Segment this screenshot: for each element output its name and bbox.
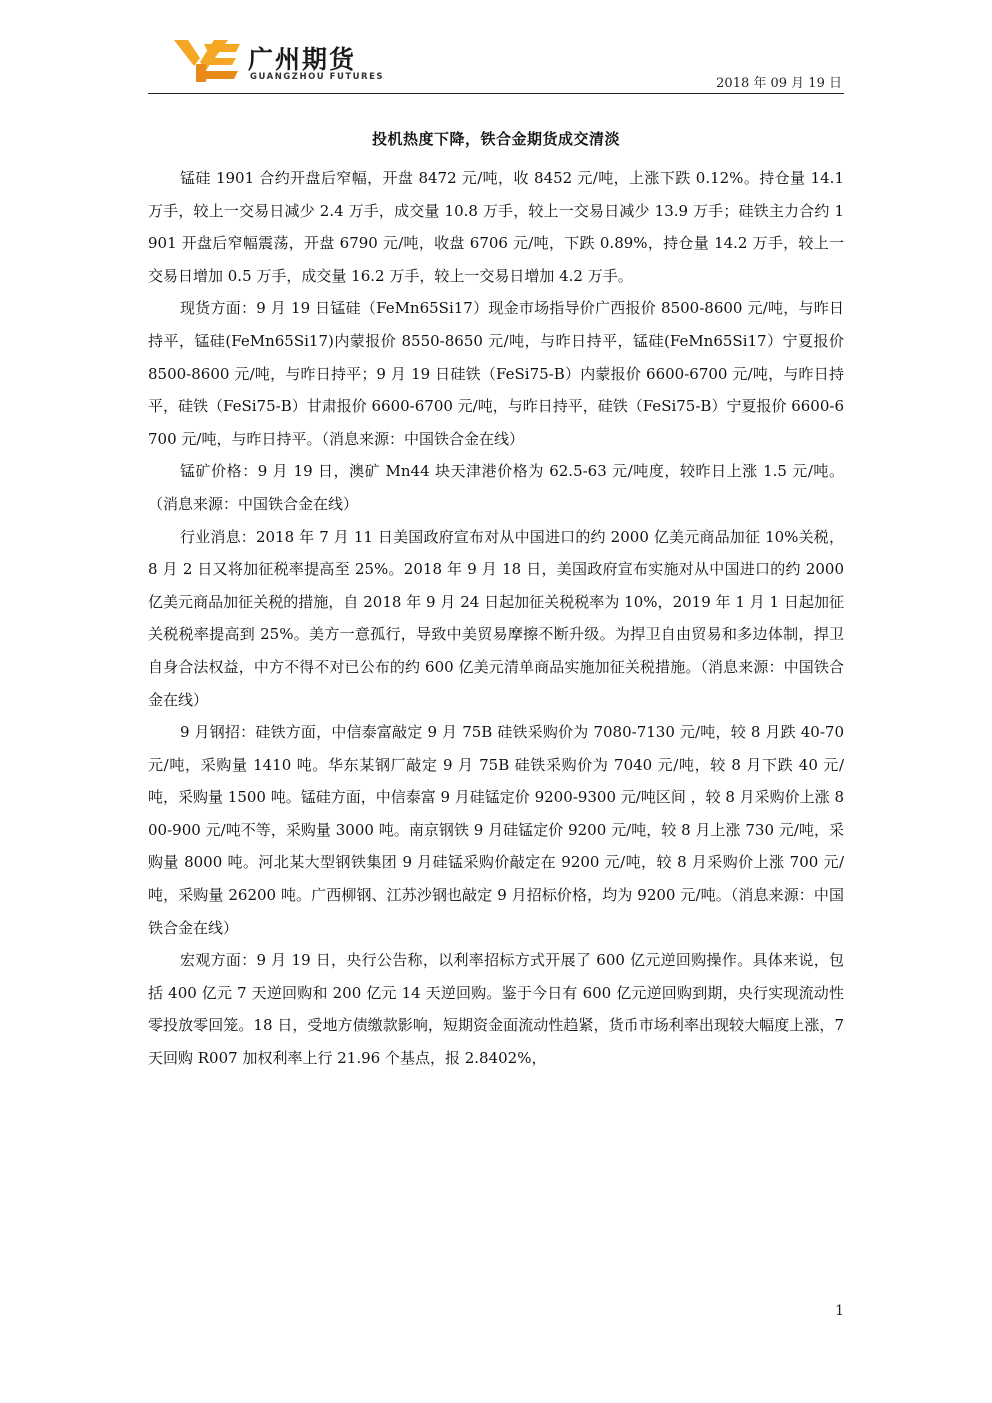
document-title: 投机热度下降，铁合金期货成交清淡 bbox=[371, 130, 620, 148]
paragraph-market-summary: 锰硅 1901 合约开盘后窄幅，开盘 8472 元/吨，收 8452 元/吨，上涨下跌 0.12%。持仓量 14.1 万手，较上一交易日减少 2.4 万手，成交量 10.8 万手，较上一交易日减少 13.9 万手；硅铁主力合约 1901 开盘后窄幅震荡，开盘 6790 元/吨，收盘 6706 元/吨，下跌 0.89%，持仓量 14.2 万手，较上一交易日增加 0.5 万手，成交量 16.2 万手，较上一交易日增加 4.2 万手。 bbox=[148, 169, 844, 285]
logo-english-name: GUANGZHOU FUTURES bbox=[250, 72, 385, 82]
paragraph-macro: 宏观方面：9 月 19 日，央行公告称，以利率招标方式开展了 600 亿元逆回购操作。具体来说，包括 400 亿元 7 天逆回购和 200 亿元 14 天逆回购。鉴于今日有 600 亿元逆回购到期，央行实现流动性零投放零回笼。18 日，受地方债缴款影响，短期资金面流动性趋紧，货币市场利率出现较大幅度上涨，7 天回购 R007 加权利率上行 21.96 个基点，报 2.8402%， bbox=[148, 951, 844, 1068]
logo-chinese-name: 广州期货 bbox=[248, 45, 357, 74]
gzf-logo-icon bbox=[174, 38, 244, 84]
paragraph-steel-tender: 9 月钢招：硅铁方面，中信泰富敲定 9 月 75B 硅铁采购价为 7080-7130 元/吨，较 8 月跌 40-70 元/吨，采购量 1410 吨。华东某钢厂敲定 9 月 75B 硅铁采购价为 7040 元/吨，较 8 月下跌 40 元/吨，采购量 1500 吨。锰硅方面，中信泰富 9 月硅锰定价 9200-9300 元/吨区间 ，较 8 月采购价上涨 800-900 元/吨不等，采购量 3000 吨。南京钢铁 9 月硅锰定价 9200 元/吨，较 8 月上涨 730 元/吨，采购量 8000 吨。河北某大型钢铁集团 9 月硅锰采购价敲定在 9200 元/吨，较 8 月采购价上涨 700 元/吨，采购量 26200 吨。广西柳钢、江苏沙钢也敲定 9 月招标价格，均为 9200 元/吨。（消息来源：中国铁合金在线） bbox=[148, 723, 844, 937]
document-body bbox=[148, 162, 844, 1075]
paragraph-manganese-ore: 锰矿价格：9 月 19 日，澳矿 Mn44 块天津港价格为 62.5-63 元/吨度，较昨日上涨 1.5 元/吨。（消息来源：中国铁合金在线） bbox=[148, 462, 844, 513]
company-logo bbox=[174, 38, 385, 84]
header-divider bbox=[148, 93, 844, 94]
paragraph-industry-news: 行业消息：2018 年 7 月 11 日美国政府宣布对从中国进口的约 2000 亿美元商品加征 10%关税，8 月 2 日又将加征税率提高至 25%。2018 年 9 月 18 日，美国政府宣布实施对从中国进口的约 2000 亿美元商品加征关税的措施，自 2018 年 9 月 24 日起加征关税税率为 10%，2019 年 1 月 1 日起加征关税税率提高到 25%。美方一意孤行，导致中美贸易摩擦不断升级。为捍卫自由贸易和多边体制，捍卫自身合法权益，中方不得不对已公布的约 600 亿美元清单商品实施加征关税措施。（消息来源：中国铁合金在线） bbox=[148, 527, 844, 709]
page-number: 1 bbox=[835, 1303, 844, 1319]
page-header bbox=[148, 30, 844, 94]
report-date: 2018 年 09 月 19 日 bbox=[716, 76, 842, 91]
paragraph-spot-prices: 现货方面：9 月 19 日锰硅（FeMn65Si17）现金市场指导价广西报价 8500-8600 元/吨，与昨日持平，锰硅(FeMn65Si17)内蒙报价 8550-8650 元/吨，与昨日持平，锰硅(FeMn65Si17）宁夏报价 8500-8600 元/吨，与昨日持平；9 月 19 日硅铁（FeSi75-B）内蒙报价 6600-6700 元/吨，与昨日持平，硅铁（FeSi75-B）甘肃报价 6600-6700 元/吨，与昨日持平，硅铁（FeSi75-B）宁夏报价 6600-6700 元/吨，与昨日持平。（消息来源：中国铁合金在线） bbox=[148, 299, 844, 448]
